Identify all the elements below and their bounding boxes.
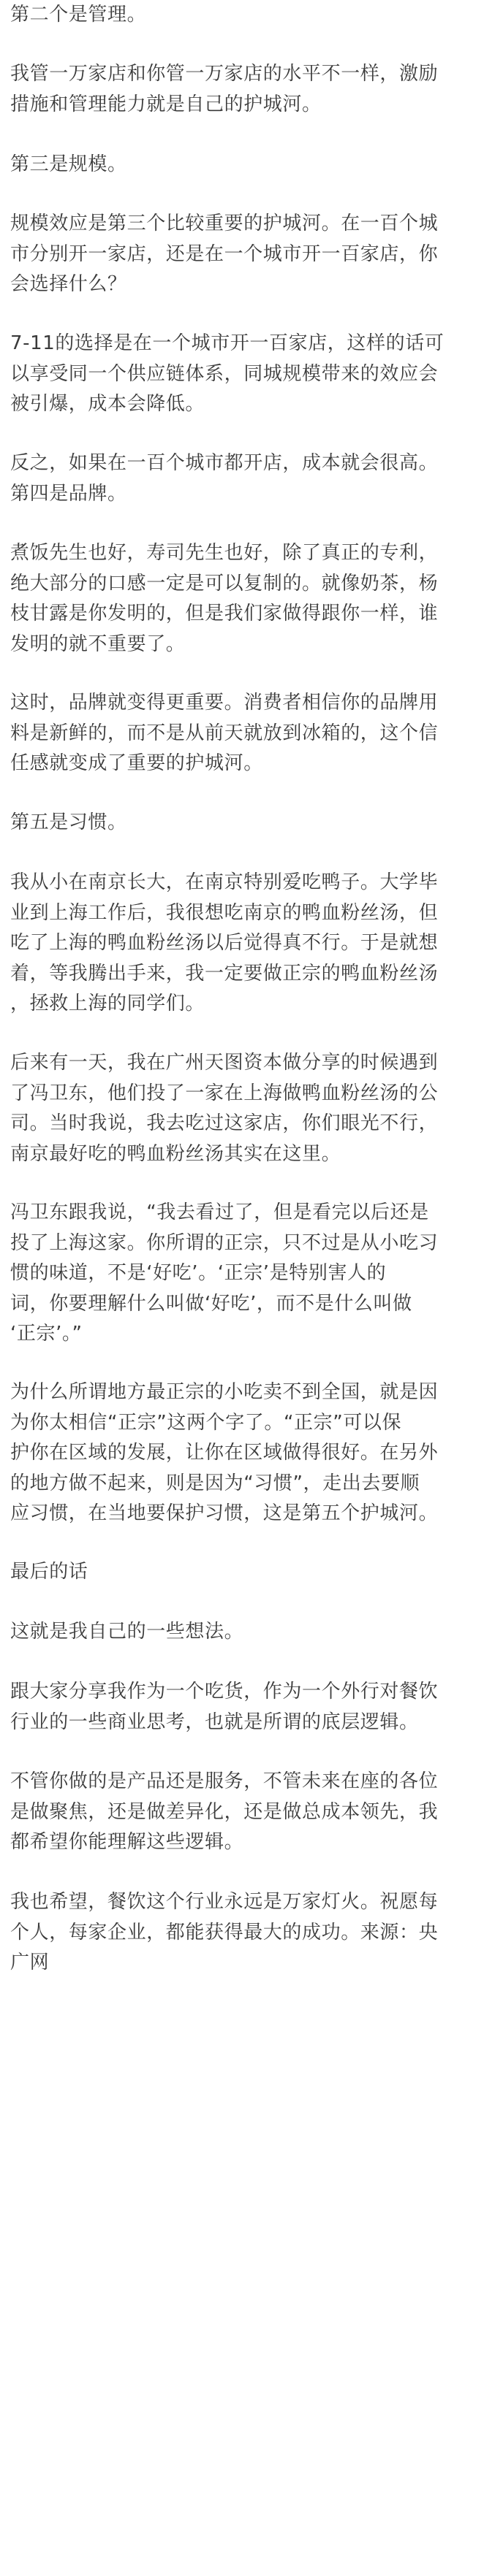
paragraph-2: 我管一万家店和你管一万家店的水平不一样，激励 措施和管理能力就是自己的护城河。 <box>10 63 439 115</box>
paragraph-8: 这时，品牌就变得更重要。消费者相信你的品牌用 料是新鲜的，而不是从前天就放到冰箱的，这个信 任感就变成了重要的护城河。 <box>10 692 439 774</box>
paragraph-14: 最后的话 <box>10 1561 88 1583</box>
paragraph-12: 冯卫东跟我说，“我去看过了，但是看完以后还是 投了上海这家。你所谓的正宗，只不过是从小吃习 惯的味道，不是‘好吃’。‘正宗’是特别害人的 词，你要理解什么叫做‘好吃’，而不是什么叫做 ‘正宗’。” <box>10 1201 439 1345</box>
paragraph-3: 第三是规模。 <box>10 153 127 175</box>
paragraph-4: 规模效应是第三个比较重要的护城河。在一百个城 市分别开一家店，还是在一个城市开一百家店，你 会选择什么？ <box>10 213 439 295</box>
paragraph-17: 不管你做的是产品还是服务，不管未来在座的各位 是做聚焦，还是做差异化，还是做总成本领先，我 都希望你能理解这些逻辑。 <box>10 1770 439 1853</box>
paragraph-7: 煮饭先生也好，寿司先生也好，除了真正的专利， 绝大部分的口感一定是可以复制的。就像奶茶，杨 枝甘露是你发明的，但是我们家做得跟你一样，谁 发明的就不重要了。 <box>10 542 439 655</box>
paragraph-13: 为什么所谓地方最正宗的小吃卖不到全国，就是因 为你太相信“正宗”这两个字了。“正宗”可以保 护你在区域的发展，让你在区域做得很好。在另外 的地方做不起来，则是因为“习惯”，走出去要顺 应习惯，在当地要保护习惯，这是第五个护城河。 <box>10 1381 439 1524</box>
paragraph-10: 我从小在南京长大，在南京特别爱吃鸭子。大学毕 业到上海工作后，我很想吃南京的鸭血粉丝汤，但 吃了上海的鸭血粉丝汤以后觉得真不行。于是就想 着，等我腾出手来，我一定要做正宗的鸭血粉丝汤 ，拯救上海的同学们。 <box>10 871 439 1014</box>
paragraph-5: 7-11的选择是在一个城市开一百家店，这样的话可 以享受同一个供应链体系，同城规模带来的效应会 被引爆，成本会降低。 <box>10 332 445 415</box>
paragraph-16: 跟大家分享我作为一个吃货，作为一个外行对餐饮 行业的一些商业思考，也就是所谓的底层逻辑。 <box>10 1681 439 1733</box>
paragraph-11: 后来有一天，我在广州天图资本做分享的时候遇到 了冯卫东，他们投了一家在上海做鸭血粉丝汤的公 司。当时我说，我去吃过这家店，你们眼光不行， 南京最好吃的鸭血粉丝汤其实在这里。 <box>10 1052 439 1165</box>
paragraph-9: 第五是习惯。 <box>10 811 127 833</box>
paragraph-6: 反之，如果在一百个城市都开店，成本就会很高。 第四是品牌。 <box>10 452 439 505</box>
paragraph-1: 第二个是管理。 <box>10 4 147 26</box>
paragraph-18: 我也希望，餐饮这个行业永远是万家灯火。祝愿每 个人，每家企业，都能获得最大的成功。来源：央 广网 <box>10 1891 439 1973</box>
paragraph-15: 这就是我自己的一些想法。 <box>10 1621 244 1643</box>
